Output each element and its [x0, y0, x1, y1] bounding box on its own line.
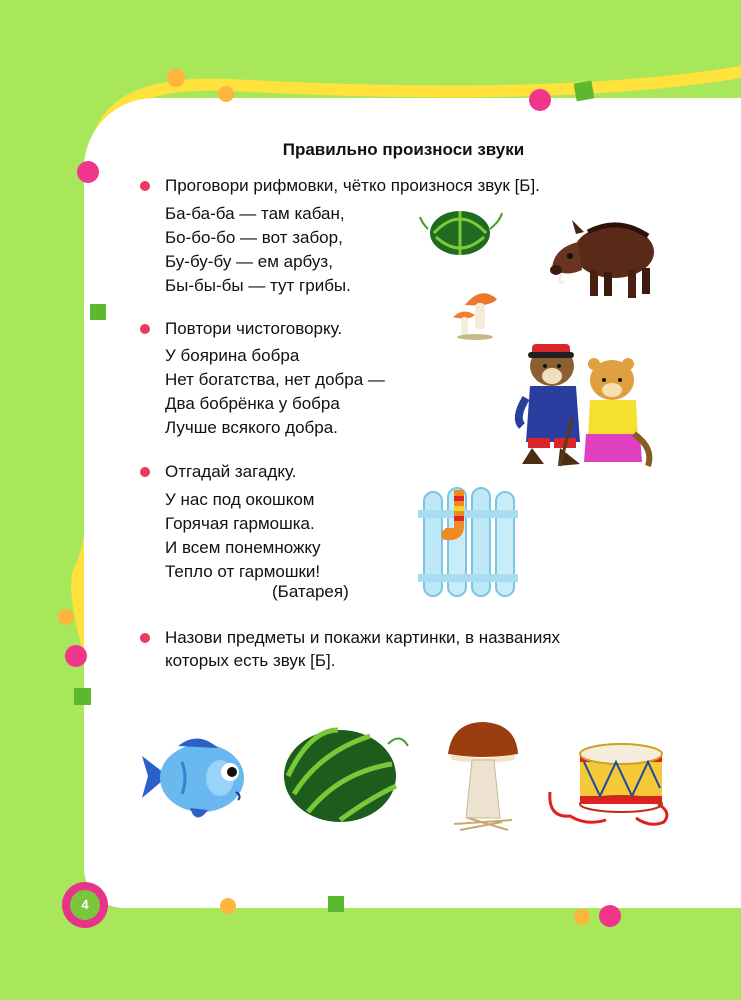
dot-decoration	[167, 69, 185, 87]
verse-line: Горячая гармошка.	[165, 514, 315, 533]
verse-line: Лучше всякого добра.	[165, 418, 338, 437]
verse-line: И всем понемножку	[165, 538, 321, 557]
instruction-rhymes: Проговори рифмовки, чётко произнося звук [Б].	[165, 176, 540, 195]
verse-tongue-twister	[165, 344, 385, 440]
page-title: Правильно произноси звуки	[282, 140, 525, 159]
bullet-dot	[140, 324, 150, 334]
dot-decoration	[599, 905, 621, 927]
bullet-dot	[140, 633, 150, 643]
dot-decoration	[218, 86, 234, 102]
page-number: 4	[70, 890, 100, 920]
instruction-line: которых есть звук [Б].	[165, 651, 336, 670]
dot-decoration	[220, 898, 236, 914]
verse-line: Нет богатства, нет добра —	[165, 370, 385, 389]
verse-line: Ба-ба-ба — там кабан,	[165, 204, 345, 223]
mushroom-illustration	[442, 718, 522, 836]
page-number-badge	[62, 882, 108, 928]
square-decoration	[74, 688, 91, 705]
watermelon-illustration	[280, 720, 412, 826]
dot-decoration	[65, 645, 87, 667]
instruction-line: Назови предметы и покажи картинки, в названиях	[165, 628, 561, 647]
beavers-illustration	[508, 338, 656, 474]
watermelon-small-illustration	[414, 203, 506, 263]
dot-decoration	[77, 161, 99, 183]
verse-line: Бу-бу-бу — ем арбуз,	[165, 252, 333, 271]
square-decoration	[90, 304, 106, 320]
instruction-name-objects	[165, 626, 560, 672]
mushrooms-illustration	[451, 283, 503, 343]
bullet-dot	[140, 181, 150, 191]
verse-rhymes	[165, 202, 351, 298]
instruction-riddle: Отгадай загадку.	[165, 462, 297, 481]
verse-line: Два бобрёнка у бобра	[165, 394, 340, 413]
boar-illustration	[548, 212, 660, 308]
square-decoration	[574, 81, 595, 102]
square-decoration	[328, 896, 344, 912]
riddle-answer: (Батарея)	[272, 582, 349, 601]
verse-line: Бы-бы-бы — тут грибы.	[165, 276, 351, 295]
verse-riddle	[165, 488, 321, 584]
verse-line: У нас под окошком	[165, 490, 315, 509]
instruction-tongue-twister: Повтори чистоговорку.	[165, 319, 343, 338]
dot-decoration	[58, 609, 74, 625]
verse-line: Бо-бо-бо — вот забор,	[165, 228, 343, 247]
verse-line: У боярина бобра	[165, 346, 300, 365]
radiator-illustration	[414, 482, 522, 604]
verse-line: Тепло от гармошки!	[165, 562, 321, 581]
bullet-dot	[140, 467, 150, 477]
dot-decoration	[529, 89, 551, 111]
fish-illustration	[138, 726, 250, 828]
drum-illustration	[546, 734, 674, 832]
dot-decoration	[574, 909, 590, 925]
